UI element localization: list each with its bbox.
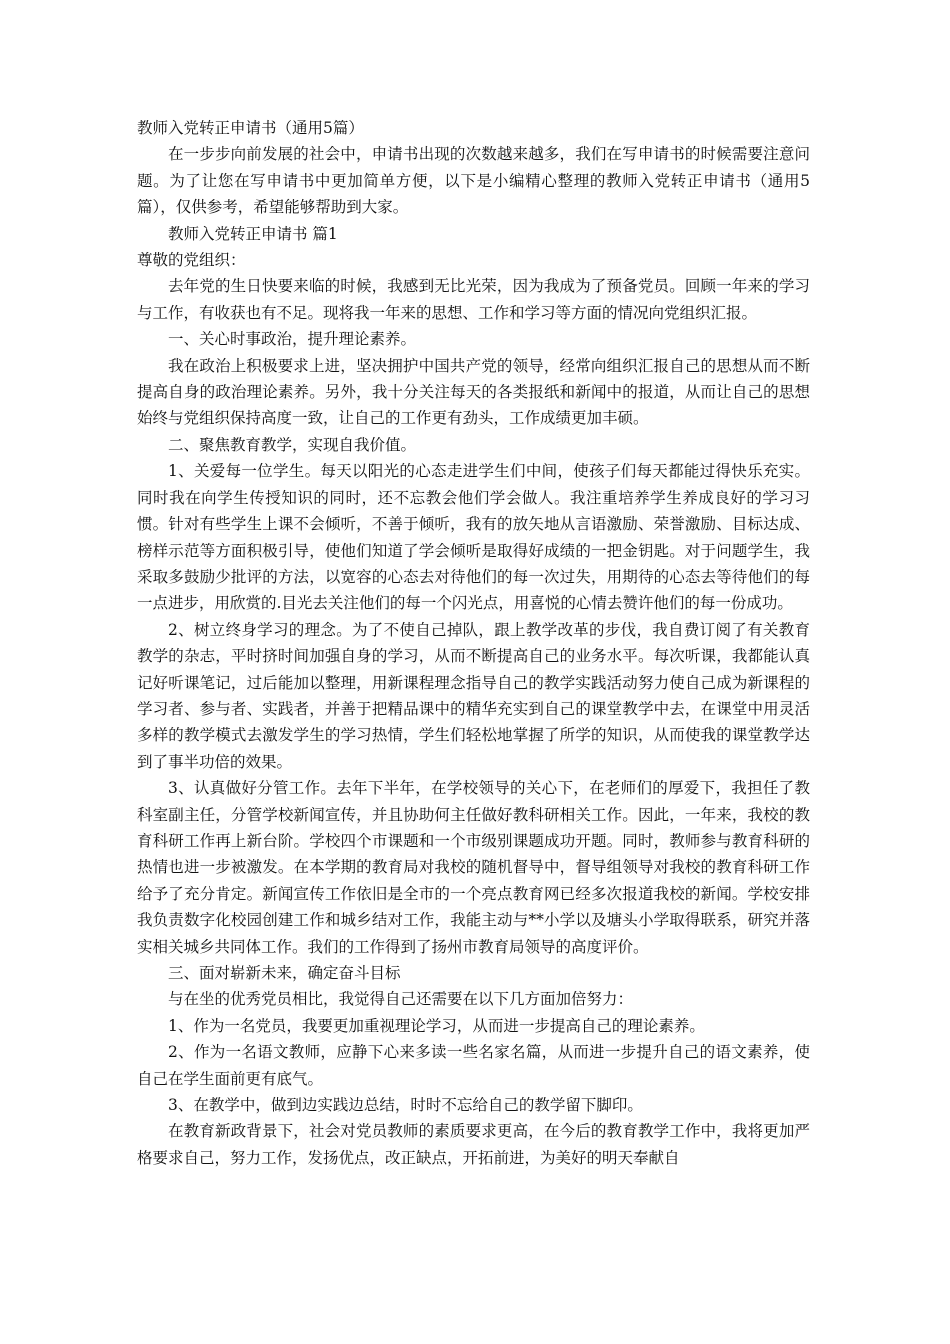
body-paragraph: 在教育新政背景下，社会对党员教师的素质要求更高，在今后的教育教学工作中，我将更加严格要求自己，努力工作，发扬优点，改正缺点，开拓前进，为美好的明天奉献自 — [137, 1122, 810, 1167]
heading-one: 一、关心时事政治，提升理论素养。 — [168, 330, 417, 349]
body-paragraph: 1、关爱每一位学生。每天以阳光的心态走进学生们中间，使孩子们每天都能过得快乐充实。同时我在向学生传授知识的同时，还不忘教会他们学会做人。我注重培养学生养成良好的学习习惯。针对有些学生上课不会倾听，不善于倾听，我有的放矢地从言语激励、荣誉激励、目标达成、榜样示范等方面积极引导，使他们知道了学会倾听是取得好成绩的一把金钥匙。对于问题学生，我采取多鼓励少批评的方法，以宽容的心态去对待他们的每一次过失，用期待的心态去等待他们的每一点进步，用欣赏的.目光去关注他们的每一个闪光点，用喜悦的心情去赞许他们的每一份成功。 — [137, 462, 810, 613]
list-item: 2、作为一名语文教师，应静下心来多读一些名家名篇，从而进一步提升自己的语文素养，使自己在学生面前更有底气。 — [137, 1043, 810, 1088]
body-paragraph: 去年党的生日快要来临的时候，我感到无比光荣，因为我成为了预备党员。回顾一年来的学习与工作，有收获也有不足。现将我一年来的思想、工作和学习等方面的情况向党组织汇报。 — [137, 277, 810, 322]
document-body — [137, 115, 810, 1171]
document-title: 教师入党转正申请书（通用5篇） — [137, 119, 364, 137]
list-item: 3、在教学中，做到边实践边总结，时时不忘给自己的教学留下脚印。 — [168, 1096, 643, 1115]
heading-three: 三、面对崭新未来，确定奋斗目标 — [168, 964, 401, 982]
body-paragraph: 我在政治上积极要求上进，坚决拥护中国共产党的领导，经常向组织汇报自己的思想从而不断提高自身的政治理论素养。另外，我十分关注每天的各类报纸和新闻中的报道，从而让自己的思想始终与党组织保持高度一致，让自己的工作更有劲头，工作成绩更加丰硕。 — [137, 356, 810, 428]
heading-two: 二、聚焦教育教学，实现自我价值。 — [168, 435, 417, 454]
section-heading: 教师入党转正申请书 篇1 — [168, 224, 338, 243]
body-paragraph: 2、树立终身学习的理念。为了不使自己掉队，跟上教学改革的步伐，我自费订阅了有关教育教学的杂志，平时挤时间加强自身的学习，从而不断提高自己的业务水平。每次听课，我都能认真记好听课笔记，过后能加以整理，用新课程理念指导自己的教学实践活动努力使自己成为新课程的学习者、参与者、实践者，并善于把精品课中的精华充实到自己的课堂教学中去，在课堂中用灵活多样的教学模式去激发学生的学习热情，学生们轻松地掌握了所学的知识，从而使我的课堂教学达到了事半功倍的效果。 — [137, 620, 810, 771]
list-item: 1、作为一名党员，我要更加重视理论学习，从而进一步提高自己的理论素养。 — [168, 1016, 705, 1035]
intro-paragraph: 在一步步向前发展的社会中，申请书出现的次数越来越多，我们在写申请书的时候需要注意问题。为了让您在写申请书中更加简单方便，以下是小编精心整理的教师入党转正申请书（通用5篇），仅供参考，希望能够帮助到大家。 — [137, 145, 810, 217]
body-paragraph: 与在坐的优秀党员相比，我觉得自己还需要在以下几方面加倍努力： — [168, 990, 634, 1009]
salutation: 尊敬的党组织： — [137, 251, 246, 270]
body-paragraph: 3、认真做好分管工作。去年下半年，在学校领导的关心下，在老师们的厚爱下，我担任了教科室副主任，分管学校新闻宣传，并且协助何主任做好教科研相关工作。因此，一年来，我校的教育科研工作再上新台阶。学校四个市课题和一个市级别课题成功开题。同时，教师参与教育科研的热情也进一步被激发。在本学期的教育局对我校的随机督导中，督导组领导对我校的教育科研工作给予了充分肯定。新闻宣传工作依旧是全市的一个亮点教育网已经多次报道我校的新闻。学校安排我负责数字化校园创建工作和城乡结对工作，我能主动与**小学以及塘头小学取得联系，研究并落实相关城乡共同体工作。我们的工作得到了扬州市教育局领导的高度评价。 — [137, 779, 810, 956]
